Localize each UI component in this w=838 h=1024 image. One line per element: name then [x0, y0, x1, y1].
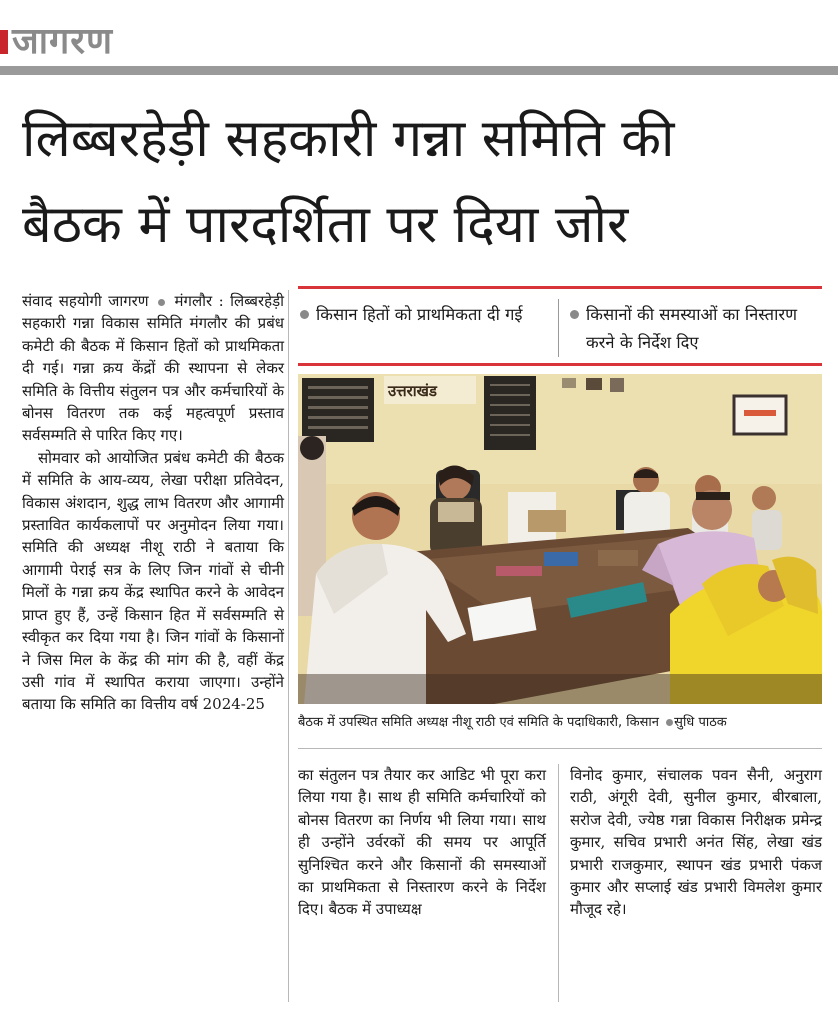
article-column-3 [570, 764, 822, 921]
byline-dot [158, 299, 165, 306]
body-paragraph-1: लिब्बरहेड़ी सहकारी गन्ना विकास समिति मंगलौर की प्रबंध कमेटी की बैठक में किसान हितों को प्राथमिकता दी गई। गन्ना क्रय केंद्रों की स्थापना से लेकर समिति के वित्तीय संतुलन पत्र और कर्मचारियों के बोनस वितरण तक कई महत्वपूर्ण प्रस्ताव सर्वसम्मति से पारित किए गए। [22, 292, 284, 445]
highlight-item-2 [570, 301, 820, 357]
meeting-photo-illustration [298, 374, 822, 704]
highlight-text-2: किसानों की समस्याओं का निस्तारण करने के निर्देश दिए [586, 305, 798, 352]
column-divider-2 [558, 764, 559, 1002]
masthead-rule [0, 66, 838, 75]
article-column-2 [298, 764, 546, 921]
byline: संवाद सहयोगी जागरण [22, 292, 149, 310]
highlights-box [298, 286, 822, 366]
headline-line-2: बैठक में पारदर्शिता पर दिया जोर [22, 195, 629, 255]
body-paragraph-4: विनोद कुमार, संचालक पवन सैनी, अनुराग राठी, अंगूरी देवी, सुनील कुमार, बीरबाला, सरोज देवी, ज्येष्ठ गन्ना विकास निरीक्षक प्रमेन्द्र कुमार, सचिव प्रभारी अनंत सिंह, लेखा खंड प्रभारी राजकुमार, स्थापन खंड प्रभारी पंकज कुमार और सप्लाई खंड प्रभारी विमलेश कुमार मौजूद रहे। [570, 766, 822, 919]
highlight-divider [558, 299, 559, 357]
masthead [0, 0, 838, 76]
column-divider-1 [288, 290, 289, 1002]
headline [22, 96, 822, 268]
wall-sign-text: उत्तराखंड [388, 382, 437, 400]
credit-dot [666, 719, 673, 726]
bullet-icon [300, 310, 309, 319]
headline-line-1: लिब्बरहेड़ी सहकारी गन्ना समिति की [22, 109, 675, 169]
lead-paragraph [22, 290, 284, 447]
dateline: मंगलौर : [174, 292, 224, 310]
caption-rule [298, 748, 822, 749]
body-paragraph-3: का संतुलन पत्र तैयार कर आडिट भी पूरा करा लिया गया है। साथ ही समिति कर्मचारियों को बोनस वितरण का निर्णय भी लिया गया। साथ ही उन्होंने उर्वरकों की समय पर आपूर्ति सुनिश्चित करने और किसानों की समस्याओं का प्राथमिकता से निस्तारण करने के निर्देश दिए। बैठक में उपाध्यक्ष [298, 766, 546, 919]
body-paragraph-2: सोमवार को आयोजित प्रबंध कमेटी की बैठक में समिति के आय-व्यय, लेखा परीक्षा प्रतिवेदन, विकास अंशदान, शुद्ध लाभ वितरण और आगामी प्रस्तावित कार्यकलापों पर अनुमोदन लिया गया। समिति की अध्यक्ष नीशू राठी ने बताया कि आगामी पेराई सत्र के लिए जिन गांवों से चीनी मिलों के गन्ना क्रय केंद्र स्थापित करने के आवेदन प्राप्त हुए हैं, उन्हें किसान हित में सर्वसम्मति से स्वीकृत कर दिया गया है। जिन गांवों के किसानों ने जिस मिल के केंद्र की मांग की है, वहीं केंद्र उसी गांव में स्थापित कराया जाएगा। उन्होंने बताया कि समिति का वित्तीय वर्ष 2024-25 [22, 448, 284, 714]
photo-credit: सुधि पाठक [674, 715, 727, 730]
highlight-item-1 [300, 301, 550, 329]
masthead-brand: जागरण [12, 21, 114, 62]
photo-caption [298, 712, 822, 734]
highlight-text-1: किसान हितों को प्राथमिकता दी गई [316, 305, 523, 324]
meeting-photo [298, 374, 822, 704]
article-column-1 [22, 290, 284, 716]
bullet-icon [570, 310, 579, 319]
caption-text: बैठक में उपस्थित समिति अध्यक्ष नीशू राठी एवं समिति के पदाधिकारी, किसान [298, 715, 660, 730]
masthead-mark [0, 30, 8, 54]
